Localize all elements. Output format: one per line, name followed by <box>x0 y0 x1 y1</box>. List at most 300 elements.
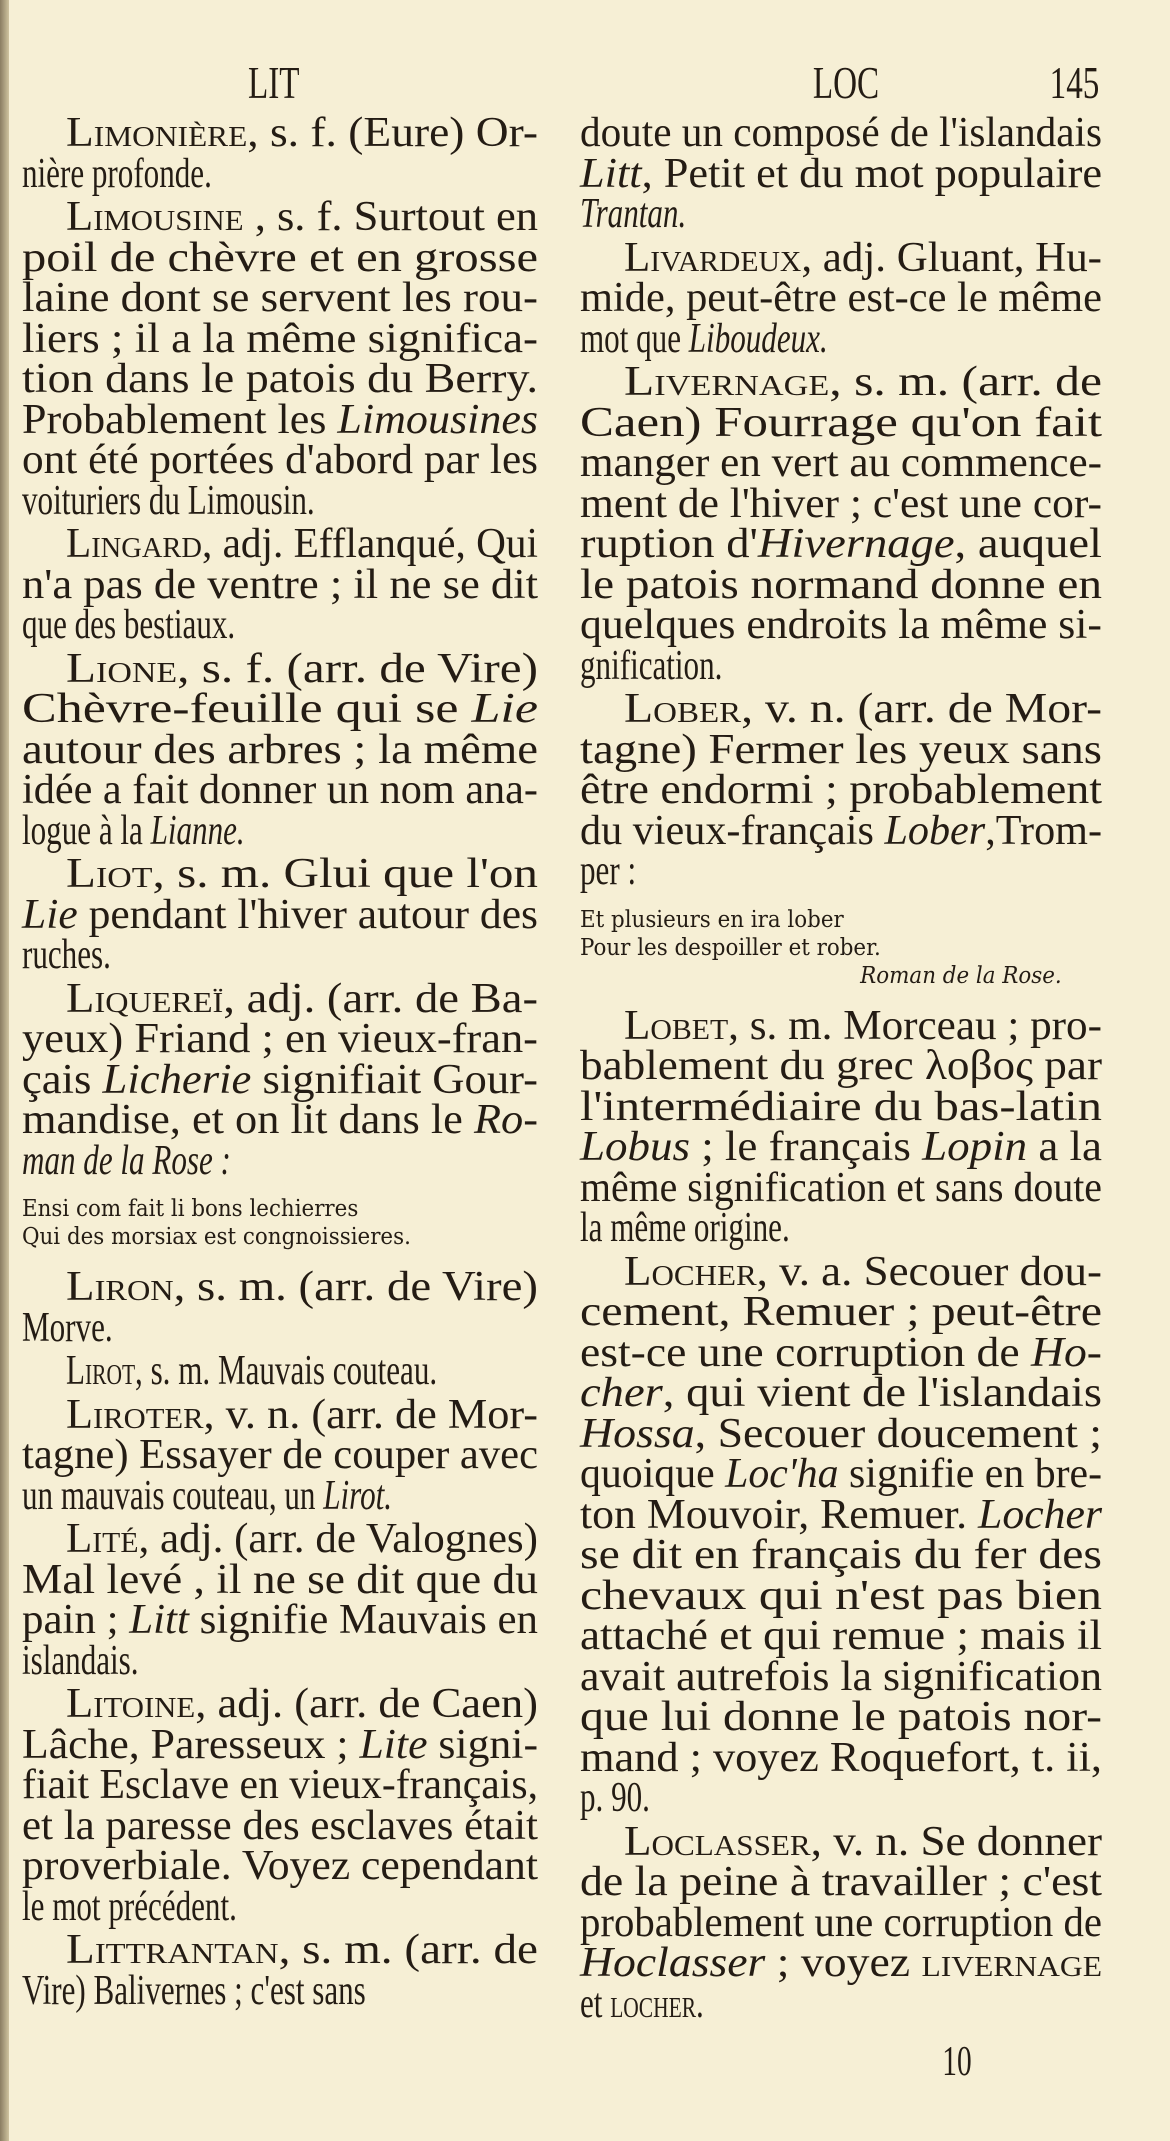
line-text <box>22 275 538 321</box>
text-line <box>22 1264 539 1310</box>
text-run: mand ; voyez Roquefort, t. ii, <box>580 1734 1102 1781</box>
text-line <box>22 1391 538 1438</box>
text-run: ment de l'hiver ; c'est une cor- <box>580 480 1102 527</box>
text-run: autour des arbres ; la même <box>22 726 538 773</box>
line-text <box>66 1681 538 1727</box>
line-text <box>22 1137 231 1184</box>
italic-term: Litt <box>129 1597 189 1643</box>
text-run: çais <box>22 1056 103 1103</box>
line-text <box>580 1410 1102 1457</box>
dictionary-entry <box>580 359 1102 689</box>
text-line <box>22 1304 538 1351</box>
text-run: signifie en bre- <box>838 1451 1102 1497</box>
text-line <box>22 1597 538 1643</box>
text-run: chevaux qui n'est pas bien <box>580 1572 1102 1619</box>
text-run: n'a pas de ventre ; il ne se dit <box>22 561 538 608</box>
text-run: logue à la <box>22 807 151 854</box>
italic-term: Ro- <box>473 1097 538 1143</box>
italic-term: Limousines <box>337 396 538 443</box>
text-line <box>580 1572 1102 1619</box>
headword: Lité <box>66 1516 139 1562</box>
text-run: pain ; <box>22 1597 130 1643</box>
headword: Lingard <box>66 521 202 567</box>
text-line <box>580 480 1102 527</box>
dictionary-entry <box>22 975 538 1184</box>
text-line <box>22 1556 538 1603</box>
text-line <box>22 356 538 402</box>
text-run: mide, peut-être est-ce le même <box>580 275 1102 321</box>
line-text <box>580 726 1102 773</box>
text-line <box>580 1613 1102 1659</box>
line-text <box>66 1264 539 1310</box>
italic-term: cher <box>580 1370 663 1416</box>
headword: Liron <box>66 1264 174 1310</box>
text-run: cement, Remuer ; peut-être <box>580 1289 1102 1335</box>
italic-term: Litt <box>580 150 642 197</box>
dictionary-entry <box>580 686 1102 894</box>
line-text <box>22 602 236 648</box>
line-text <box>66 645 538 692</box>
text-run: ton Mouvoir, Remuer. <box>580 1491 979 1538</box>
text-line <box>22 1016 538 1062</box>
text-line <box>22 437 538 483</box>
text-line <box>580 686 1102 732</box>
text-run: , s. f. Surtout en <box>243 194 538 240</box>
text-line <box>22 975 538 1022</box>
text-line <box>22 891 538 938</box>
text-run: tion dans le patois du Berry. <box>22 356 538 402</box>
text-line <box>580 1248 1102 1295</box>
line-text <box>22 561 538 608</box>
dictionary-entry <box>580 1002 1102 1251</box>
text-run: et la paresse des esclaves était <box>22 1802 538 1849</box>
line-text <box>66 521 539 567</box>
line-text <box>580 480 1102 527</box>
text-run: , v. n. (arr. de Mor- <box>741 686 1102 732</box>
text-run: Lâche, Paresseux ; <box>22 1721 360 1768</box>
dictionary-entry <box>22 1927 538 2014</box>
text-run: ruches. <box>22 932 111 978</box>
italic-term: Ho- <box>1031 1329 1102 1376</box>
line-text <box>22 150 212 197</box>
line-text <box>580 1124 1102 1170</box>
line-text <box>66 1391 538 1438</box>
text-line <box>22 477 538 524</box>
line-text <box>580 315 828 362</box>
text-line <box>22 851 538 897</box>
dictionary-entry <box>22 194 538 524</box>
dictionary-entry <box>22 1348 538 1394</box>
text-line <box>580 1775 1102 1821</box>
line-text <box>580 1451 1102 1497</box>
dictionary-entry <box>580 1818 1102 2027</box>
text-run: ; le français <box>689 1124 923 1170</box>
line-text <box>22 1762 538 1808</box>
line-text <box>22 234 538 281</box>
headword: Liroter <box>66 1391 204 1438</box>
text-run: , adj. (arr. de Ba- <box>223 975 538 1022</box>
text-run: voituriers du Limousin. <box>22 477 315 524</box>
text-run: ; voyez <box>765 1940 922 1986</box>
dictionary-entry <box>22 110 538 197</box>
text-line <box>580 642 1102 689</box>
line-text <box>580 1289 1102 1335</box>
dictionary-entry <box>22 645 538 854</box>
dictionary-entry <box>22 521 539 648</box>
text-line <box>580 1410 1102 1457</box>
line-text <box>580 1572 1102 1619</box>
text-run: est-ce une corruption de <box>580 1329 1032 1376</box>
text-line <box>580 440 1102 486</box>
headword: Lirot <box>66 1348 136 1394</box>
text-run: être endormi ; probablement <box>580 767 1102 813</box>
text-line <box>580 110 1102 156</box>
italic-term: Loc'ha <box>725 1451 839 1497</box>
text-run: et <box>580 1980 611 2027</box>
page-number: 145 <box>1049 57 1100 108</box>
text-line <box>580 1164 1102 1211</box>
line-text <box>22 1597 538 1643</box>
text-run: attaché et qui remue ; mais il <box>580 1613 1102 1659</box>
text-run: se dit en français du fer des <box>580 1532 1102 1578</box>
line-text <box>22 1883 237 1930</box>
text-run: , adj. (arr. de Caen) <box>195 1681 538 1727</box>
text-line <box>22 1516 538 1562</box>
text-line <box>580 1002 1102 1049</box>
text-line <box>580 1124 1102 1170</box>
line-text <box>22 1637 139 1684</box>
dictionary-entry <box>22 1681 538 1930</box>
text-line <box>580 561 1102 608</box>
text-line <box>580 1734 1102 1781</box>
text-line <box>580 1289 1102 1335</box>
text-line <box>22 686 538 732</box>
text-run: Chèvre-feuille qui se <box>22 686 472 732</box>
headword: locher <box>610 1980 697 2027</box>
dictionary-entry <box>22 1516 538 1684</box>
line-text <box>22 807 245 854</box>
italic-term: Lite <box>359 1721 428 1768</box>
dictionary-entry <box>580 110 1102 237</box>
quote-line <box>22 1195 538 1223</box>
text-line <box>580 1653 1102 1700</box>
quote-line <box>580 906 1102 934</box>
line-text <box>580 440 1102 486</box>
text-run: ruption d' <box>580 521 758 567</box>
text-line <box>22 1432 538 1478</box>
text-run: proverbiale. Voyez cependant <box>22 1843 538 1889</box>
italic-term: Lie <box>471 686 538 732</box>
text-line <box>22 150 538 197</box>
headword: Livernage <box>624 359 830 405</box>
text-run: poil de chèvre et en grosse <box>22 234 538 281</box>
text-run: , s. f. (Eure) Or- <box>247 110 538 156</box>
text-run: tagne) Fermer les yeux sans <box>580 726 1102 773</box>
line-text <box>580 1164 1102 1211</box>
italic-term: Liboudeux. <box>688 315 828 362</box>
line-text <box>580 275 1102 321</box>
text-line <box>22 521 539 567</box>
text-run: ont été portées d'abord par les <box>22 437 538 483</box>
text-run: que lui donne le patois nor- <box>580 1694 1102 1740</box>
headword: livernage <box>921 1940 1102 1986</box>
text-line <box>580 1899 1102 1946</box>
line-text <box>22 1843 538 1889</box>
line-text <box>66 1516 538 1562</box>
text-line <box>22 767 538 813</box>
line-text <box>22 1556 538 1603</box>
line-text <box>22 1016 538 1062</box>
italic-term: Lober <box>884 807 986 854</box>
italic-term: man de la Rose : <box>22 1137 231 1184</box>
line-text <box>22 726 538 773</box>
text-line <box>22 396 538 443</box>
text-run: Vire) Balivernes ; c'est sans <box>22 1967 366 2014</box>
text-line <box>580 726 1102 773</box>
line-text <box>22 686 538 732</box>
line-text <box>22 767 538 813</box>
line-text <box>624 1248 1102 1295</box>
text-line <box>22 110 538 156</box>
line-text <box>580 1734 1102 1781</box>
text-run: du vieux-français <box>580 807 885 854</box>
dictionary-entry <box>22 1264 539 1351</box>
line-text <box>22 396 538 443</box>
text-run: bablement du grec λοβος par <box>580 1043 1102 1089</box>
line-text <box>624 686 1102 732</box>
text-run: signi- <box>427 1721 538 1768</box>
text-line <box>580 1329 1102 1376</box>
line-text <box>624 1818 1102 1865</box>
text-line <box>580 1694 1102 1740</box>
headword: Litoine <box>66 1681 196 1727</box>
text-line <box>580 1370 1102 1416</box>
italic-term: Hivernage <box>757 521 955 567</box>
text-line <box>580 234 1102 281</box>
text-line <box>22 1056 538 1103</box>
text-run: , s. m. Glui que l'on <box>152 851 538 897</box>
text-run: Mal levé , il ne se dit que du <box>22 1556 538 1603</box>
column-right <box>580 110 1102 2027</box>
text-line <box>580 602 1102 648</box>
text-line <box>22 561 538 608</box>
line-text <box>580 1859 1102 1905</box>
text-line <box>22 726 538 773</box>
text-line <box>22 1681 538 1727</box>
italic-term: Hossa <box>580 1410 695 1457</box>
line-text <box>580 1694 1102 1740</box>
running-head-left: LIT <box>248 57 300 108</box>
text-line <box>580 1532 1102 1578</box>
italic-term: Lopin <box>922 1124 1028 1170</box>
headword: Lobet <box>624 1002 729 1049</box>
line-text <box>580 150 1102 197</box>
text-run: per : <box>580 848 637 894</box>
headword: Livardeux <box>624 234 802 281</box>
verse-quotation <box>22 1195 538 1251</box>
line-text <box>624 359 1102 405</box>
headword: Liot <box>66 851 153 897</box>
line-text <box>580 1980 704 2027</box>
text-run: Morve. <box>22 1304 113 1351</box>
text-run: yeux) Friand ; en vieux-fran- <box>22 1016 538 1062</box>
text-run: p. 90. <box>580 1775 650 1821</box>
text-run: même signification et sans doute <box>580 1164 1102 1211</box>
line-text <box>22 932 111 978</box>
line-text <box>580 1329 1102 1376</box>
text-run: a la <box>1027 1124 1102 1170</box>
line-text <box>580 1083 1102 1130</box>
quote-line <box>580 934 1102 962</box>
line-text <box>580 1775 650 1821</box>
text-line <box>22 1802 538 1849</box>
text-line <box>22 1843 538 1889</box>
line-text: Qui des morsiax est congnoissieres. <box>22 1224 411 1250</box>
text-line <box>22 1927 538 1973</box>
line-text <box>22 437 538 483</box>
text-run: signifie Mauvais en <box>188 1597 538 1643</box>
line-text: Pour les despoiller et rober. <box>580 934 881 961</box>
text-line <box>22 1762 538 1808</box>
text-line <box>580 150 1102 197</box>
line-text <box>66 1348 438 1394</box>
headword: Littrantan <box>66 1927 279 1973</box>
text-line <box>22 1472 538 1519</box>
text-line <box>22 1348 538 1394</box>
text-line <box>22 234 538 281</box>
text-line <box>580 807 1102 854</box>
line-text <box>580 399 1102 446</box>
text-run: , adj. Efflanqué, Qui <box>201 521 539 567</box>
italic-term: Lianne. <box>150 807 245 854</box>
text-line <box>580 1451 1102 1497</box>
text-run: quelques endroits la même si- <box>580 602 1102 648</box>
text-line <box>580 275 1102 321</box>
line-text <box>22 1097 538 1143</box>
line-text <box>22 1802 538 1849</box>
line-text <box>66 110 538 156</box>
line-text <box>580 1370 1102 1416</box>
text-run: , s. m. (arr. de Vire) <box>173 1264 539 1310</box>
line-text: Et plusieurs en ira lober <box>580 906 844 933</box>
text-run: fiait Esclave en vieux-français, <box>22 1762 538 1808</box>
line-text <box>580 1940 1102 1986</box>
italic-term: Hoclasser <box>580 1940 766 1986</box>
text-line <box>580 1818 1102 1865</box>
verse-quotation <box>580 906 1102 990</box>
text-line <box>22 807 538 854</box>
italic-term: Lirot. <box>323 1472 393 1519</box>
dictionary-entry <box>22 1391 538 1519</box>
line-text <box>22 315 538 362</box>
text-run: signifiait Gour- <box>251 1056 538 1103</box>
line-text: Roman de la Rose. <box>860 962 1062 989</box>
headword: Lione <box>66 645 178 692</box>
text-line <box>22 645 538 692</box>
text-line <box>22 932 538 978</box>
text-line <box>22 315 538 362</box>
text-run: laine dont se servent les rou- <box>22 275 538 321</box>
text-run: , s. m. Morceau ; pro- <box>728 1002 1102 1049</box>
text-run: le patois normand donne en <box>580 561 1102 608</box>
italic-term: Trantan. <box>580 191 687 237</box>
line-text <box>624 1002 1102 1049</box>
text-line <box>580 848 1102 894</box>
text-run: un mauvais couteau, un <box>22 1472 324 1519</box>
text-run: , Petit et du mot populaire <box>641 150 1102 197</box>
text-run: , s. m. Mauvais couteau. <box>135 1348 438 1394</box>
headword: Lober <box>624 686 742 732</box>
text-line <box>22 1883 538 1930</box>
text-line <box>22 1721 538 1768</box>
text-run: , auquel <box>954 521 1102 567</box>
line-text <box>580 1899 1102 1946</box>
line-text <box>22 1432 538 1478</box>
text-line <box>580 1083 1102 1130</box>
text-run: le mot précédent. <box>22 1883 237 1930</box>
quote-source <box>580 962 1102 990</box>
text-line <box>22 275 538 321</box>
signature-mark: 10 <box>942 2039 972 2085</box>
text-run: tagne) Essayer de couper avec <box>22 1432 538 1478</box>
text-line <box>22 194 538 240</box>
line-text <box>22 1721 538 1768</box>
text-line <box>580 1980 1102 2027</box>
text-line <box>580 767 1102 813</box>
text-run: doute un composé de l'islandais <box>580 110 1102 156</box>
line-text <box>580 1653 1102 1700</box>
dictionary-entry <box>580 234 1102 362</box>
text-line <box>22 1137 538 1184</box>
text-line <box>580 1859 1102 1905</box>
line-text: Ensi com fait li bons lechierres <box>22 1196 359 1222</box>
text-run: Caen) Fourrage qu'on fait <box>580 399 1102 446</box>
quote-line <box>22 1223 538 1251</box>
text-line <box>22 1967 538 2014</box>
text-line <box>22 1637 538 1684</box>
text-run: , v. a. Secouer dou- <box>756 1248 1102 1295</box>
line-text <box>580 1043 1102 1089</box>
line-text <box>22 1056 538 1103</box>
line-text <box>22 891 538 938</box>
italic-term: Locher <box>978 1491 1102 1538</box>
line-text <box>580 642 723 689</box>
text-run: ,Trom- <box>985 807 1102 854</box>
text-run: liers ; il a la même significa- <box>22 315 538 362</box>
italic-term: Lie <box>22 891 78 938</box>
text-run: nière profonde. <box>22 150 212 197</box>
line-text <box>580 1613 1102 1659</box>
line-text <box>22 1304 113 1351</box>
text-run: , s. m. (arr. de <box>278 1927 538 1973</box>
line-text <box>66 975 538 1022</box>
line-text <box>22 1472 393 1519</box>
line-text <box>580 1205 790 1251</box>
text-line <box>580 191 1102 237</box>
text-run: mot que <box>580 315 689 362</box>
text-run: , s. m. (arr. de <box>829 359 1102 405</box>
page-edge <box>0 0 9 2141</box>
line-text <box>66 194 538 240</box>
text-run: gnification. <box>580 642 723 689</box>
text-run: avait autrefois la signification <box>580 1653 1102 1700</box>
text-run: . <box>696 1980 704 2027</box>
text-run: , v. n. Se donner <box>810 1818 1102 1865</box>
line-text <box>580 110 1102 156</box>
text-run: la même origine. <box>580 1205 790 1251</box>
text-run: , Secouer doucement ; <box>694 1410 1102 1457</box>
text-run: idée a fait donner un nom ana- <box>22 767 538 813</box>
